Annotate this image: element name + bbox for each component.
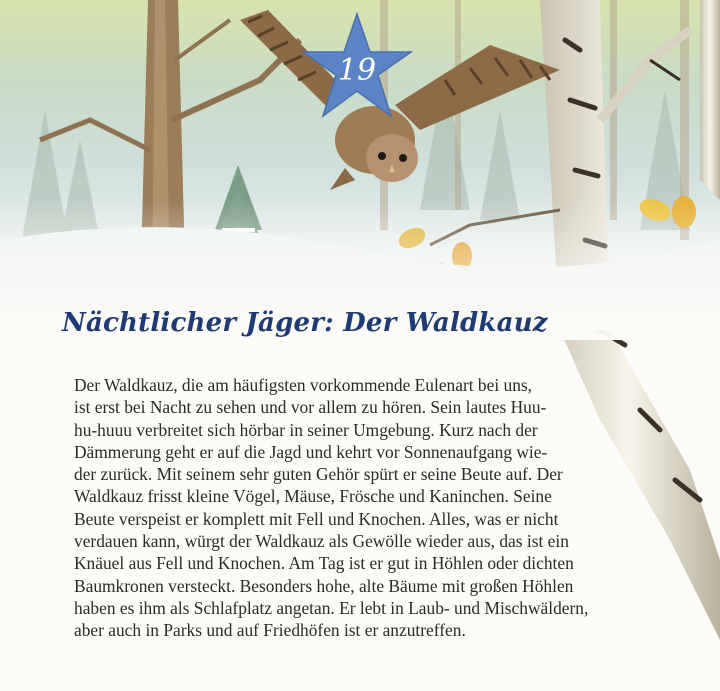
article-title: Nächtlicher Jäger: Der Waldkauz [62, 308, 548, 338]
text-line: aber auch in Parks und auf Friedhöfen ist er anzutreffen. [74, 620, 466, 641]
text-line: Dämmerung geht er auf die Jagd und kehrt vor Sonnenaufgang wie- [74, 441, 548, 462]
text-line: verdauen kann, würgt der Waldkauz als Gewölle wieder aus, das ist ein [74, 531, 569, 552]
day-badge [297, 12, 417, 122]
text-line: Beute verspeist er komplett mit Fell und Knochen. Alles, was er nicht [74, 508, 559, 529]
text-line: Der Waldkauz, die am häufigsten vorkommende Eulenart bei uns, [74, 375, 533, 395]
text-line: Waldkauz frisst kleine Vögel, Mäuse, Frösche und Kaninchen. Seine [74, 486, 552, 507]
text-line: haben es ihm als Schlafplatz angetan. Er lebt in Laub- und Mischwäldern, [74, 597, 589, 618]
text-line: ist erst bei Nacht zu sehen und vor allem zu hören. Sein lautes Huu- [74, 397, 547, 418]
text-line: hu-huuu verbreitet sich hörbar in seiner Umgebung. Kurz nach der [74, 419, 538, 440]
article-body [74, 374, 634, 642]
day-number: 19 [337, 53, 377, 88]
text-line: Baumkronen versteckt. Besonders hohe, alte Bäume mit großen Höhlen [74, 575, 574, 596]
text-line: Knäuel aus Fell und Knochen. Am Tag ist er gut in Höhlen oder dichten [74, 553, 574, 574]
text-line: der zurück. Mit seinem sehr guten Gehör spürt er seine Beute auf. Der [74, 464, 563, 485]
